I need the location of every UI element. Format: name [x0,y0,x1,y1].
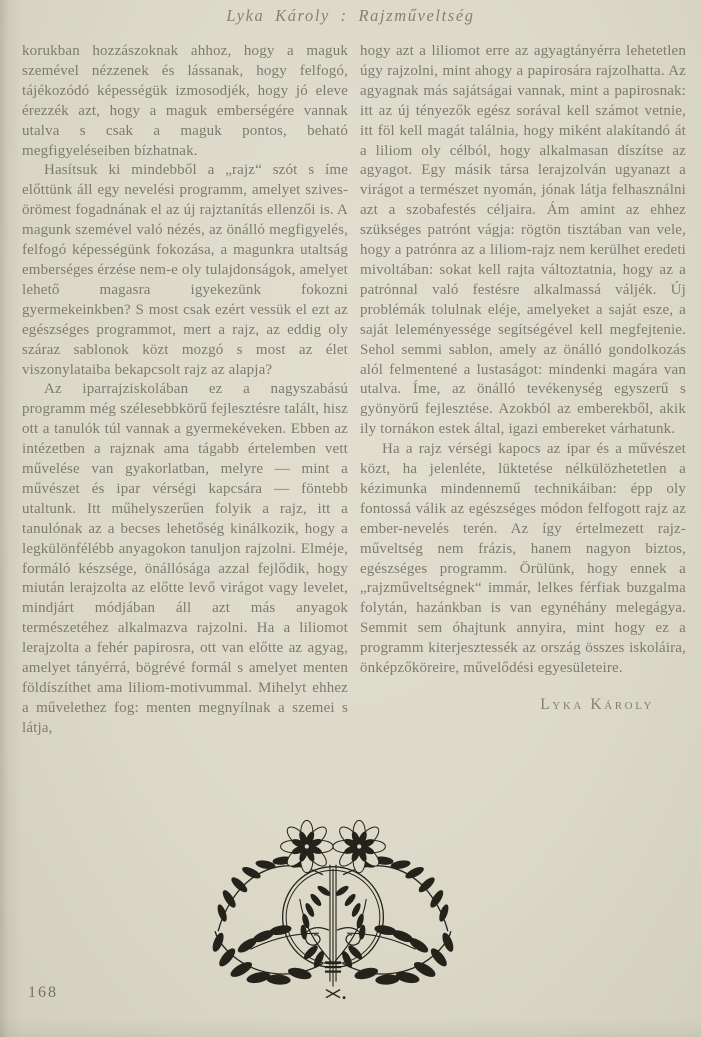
monogram-mark [326,990,346,999]
left-column [22,42,348,739]
running-header: Lyka Károly : Rajzműveltség [226,6,475,25]
paragraph: korukban hozzászoknak ahhoz, hogy a maguk szemével nézzenek és lássanak, hogy felfogó, tájékozódó képességük izmosodjék, hogy jó eleve érezzék azt, hogy a maguk emberségére vannak utalva s csak a maguk pontos, beható megfigyeléseiben bízhatnak. [22,43,348,159]
page-number: 168 [28,984,58,1001]
author-signature: Lyka Károly [540,696,654,713]
text-columns [22,42,686,739]
paragraph: hogy azt a liliomot erre az agyagtányérra lehetetlen úgy rajzolni, mint ahogy a papirosára rajzolhatta. Az agyagnak más sajátságai vannak, mint a papirosnak: itt az új tényezők egész sorával kell számot vetnie, itt föl kell magát találnia, hogy miként alakítandó át a liliom oly célból, hogy alkalmasan díszítse az agyagot. Egy másik társa lerajzolván ugyanazt a virágot a természet nyomán, jónak látja felhasználni azt a szobafestés céljaira. Ám amint az ehhez szükséges patrónt vágja: rögtön tisztában van vele, hogy a patrónra az a liliom-rajz nem kerülhet eredeti mivoltában: sokat kell rajta változtatnia, hogy az a patrónnal való festésre alkalmassá váljék. Új problémák tolulnak eléje, amelyeket a saját esze, a saját leleményessége segítségével kell megfejtenie. Sehol semmi sablon, amely az önálló gondolkozás alól felmentené a lustaságot: mindenki magára van utalva. Íme, az önálló tevékenység egyszerű s gyönyörű fejlesztése. Azokból az emberekből, akik ily tornákon estek által, igazi embereket várhatunk. [360,43,686,438]
paragraph: Ha a rajz vérségi kapocs az ipar és a művészet közt, ha jelenléte, lüktetése nélkülözhetetlen a kézimunka mindennemű technikáiban: épp oly fontossá válik az egészséges módon felfogott rajz az ember-nevelés terén. Az így értelmezett rajz-műveltség nem frázis, hanem nagyon biztos, egészséges programm. Örülünk, hogy ennek a „rajzműveltségnek“ immár, lelkes férfiak buzgalma folytán, hazánkban is van egynéhány melegágya. Semmit sem óhajtunk annyira, mint hogy ez a programm kiterjesztessék az ország összes iskoláira, önképzőköreire, művelődési egyesületeire. [360,441,686,677]
paragraph: Az iparrajziskolában ez a nagyszabású programm még szélesebbkörű fejlesztésre talált, hisz ott a tanulók túl vannak a gyermekéveken. Ebben az intézetben a rajznak ama tágabb értelemben vett művelése van gyakorlatban, melyre — mint a művészet és ipar vérségi kapcsára — föntebb utaltunk. Itt műhelyszerűen folyik a rajz, itt a tanulónak az a becses lehetőség kinálkozik, hogy a legkülönfélébb anyagokon tanuljon rajzolni. Elméje, formáló készsége, önállósága azzal fejlődik, hogy miután lerajzolta az előtte levő virágot vagy levelet, mindjárt módjában áll azt más anyagok természetéhez alkalmazva rajzolni. Ha a liliomot lerajzolta a fehér papirosra, ott van előtte az agyag, amelyet tányérrá, bögrévé formál s amelyet menten földíszíthet ama liliom-motivummal. Mihelyt ehhez a művelethez fog: menten megnyílnak a szemei s látja, [22,381,348,736]
paragraph: Hasítsuk ki mindebből a „rajz“ szót s íme előttünk áll egy nevelési programm, amelyet szives-örömest fogadnának el az új rajztanítás ellenzői is. A magunk szemével való nézés, az önálló megfigyelés, felfogó képességünk fokozása, a magunkra utaltság emberséges érzése nem-e oly tulajdonságok, amelyet lehető magasra igyekezünk fokozni gyermekeinkben? S most csak ezért vessük el ezt az egészséges programmot, mert a rajz, az eddig oly száraz sablonok közt mozgó s most az élet viszonylataiba bekapcsolt rajz az alapja? [22,162,348,378]
floral-vignette-icon [202,812,464,1004]
right-column [360,42,686,739]
